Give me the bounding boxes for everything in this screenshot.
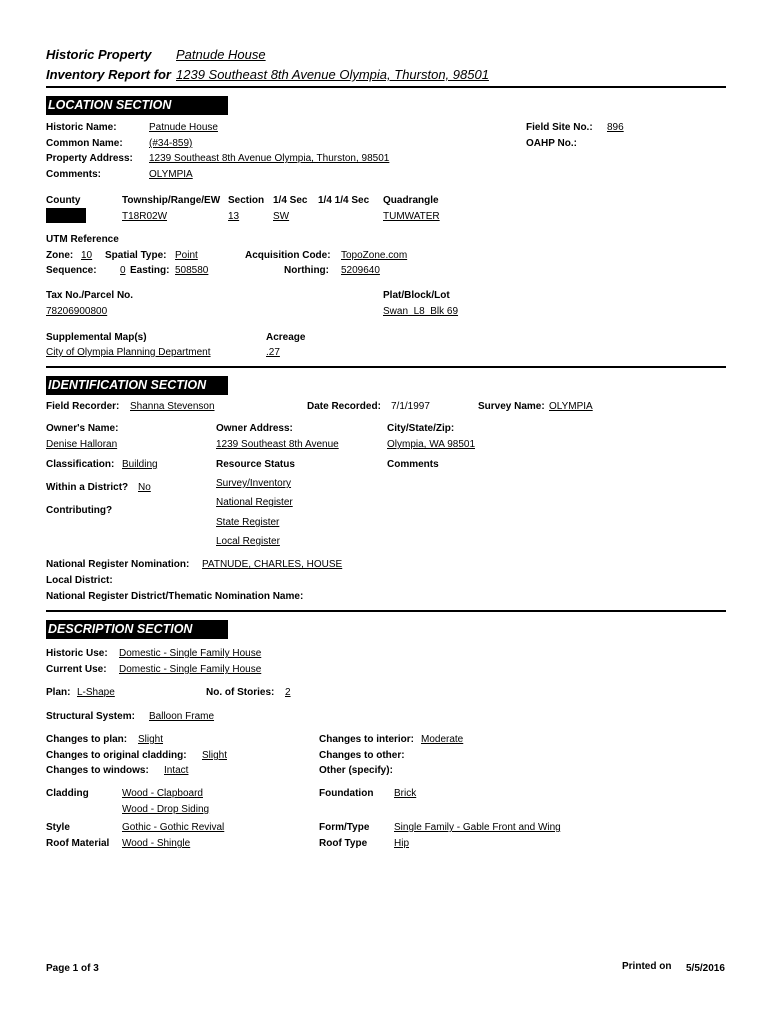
- contributing-label: Contributing?: [46, 505, 113, 516]
- county-label: County: [46, 195, 81, 206]
- stories-value: 2: [285, 687, 291, 698]
- zone-label: Zone:: [46, 250, 74, 261]
- nr-district-label: National Register District/Thematic Nomination Name:: [46, 591, 304, 602]
- northing-label: Northing:: [284, 265, 329, 276]
- changes-windows-value: Intact: [164, 765, 189, 776]
- plan-value: L-Shape: [77, 687, 115, 698]
- section-divider: [46, 366, 726, 368]
- plat-block-lot-label: Plat/Block/Lot: [383, 290, 450, 301]
- classification-label: Classification:: [46, 459, 115, 470]
- supplemental-maps-label: Supplemental Map(s): [46, 332, 147, 343]
- nr-nomination-value: PATNUDE, CHARLES, HOUSE: [202, 559, 343, 570]
- report-title-label: Historic Property: [46, 47, 152, 62]
- field-recorder-label: Field Recorder:: [46, 401, 120, 412]
- quadrangle-label: Quadrangle: [383, 195, 439, 206]
- trs-label: Township/Range/EW: [122, 195, 221, 206]
- historic-use-label: Historic Use:: [46, 648, 108, 659]
- section-divider: [46, 86, 726, 88]
- resource-status-label: Resource Status: [216, 459, 295, 470]
- sequence-value: 0: [120, 265, 126, 276]
- form-type-label: Form/Type: [319, 822, 370, 833]
- zone-value: 10: [81, 250, 93, 261]
- cladding-label: Cladding: [46, 788, 89, 799]
- foundation-value: Brick: [394, 788, 417, 799]
- changes-interior-label: Changes to interior:: [319, 734, 415, 745]
- property-address-label: Property Address:: [46, 153, 133, 164]
- easting-value: 508580: [175, 265, 209, 276]
- printed-date: 5/5/2016: [686, 963, 725, 974]
- field-recorder-value: Shanna Stevenson: [130, 401, 215, 412]
- resource-status-item: State Register: [216, 517, 280, 528]
- owner-name-value: Denise Halloran: [46, 439, 118, 450]
- roof-type-label: Roof Type: [319, 838, 368, 849]
- form-type-value: Single Family - Gable Front and Wing: [394, 822, 561, 833]
- nr-nomination-label: National Register Nomination:: [46, 559, 190, 570]
- style-value: Gothic - Gothic Revival: [122, 822, 225, 833]
- description-section-header: DESCRIPTION SECTION: [46, 620, 228, 639]
- report-subtitle-label: Inventory Report for: [46, 67, 171, 82]
- oahp-label: OAHP No.:: [526, 138, 577, 149]
- classification-value: Building: [122, 459, 158, 470]
- printed-on-label: Printed on: [622, 961, 672, 972]
- historic-use-value: Domestic - Single Family House: [119, 648, 262, 659]
- trs-value: T18R02W: [122, 211, 168, 222]
- cladding-value: Wood - Drop Siding: [122, 804, 210, 815]
- changes-plan-value: Slight: [138, 734, 164, 745]
- northing-value: 5209640: [341, 265, 380, 276]
- cladding-value: Wood - Clapboard: [122, 788, 203, 799]
- utm-reference-label: UTM Reference: [46, 234, 119, 245]
- section-label: Section: [228, 195, 265, 206]
- field-site-label: Field Site No.:: [526, 122, 593, 133]
- spatial-type-label: Spatial Type:: [105, 250, 167, 261]
- structural-system-value: Balloon Frame: [149, 711, 215, 722]
- property-address-value: 1239 Southeast 8th Avenue Olympia, Thurston, 98501: [149, 153, 390, 164]
- owner-address-value: 1239 Southeast 8th Avenue: [216, 439, 339, 450]
- section-divider: [46, 610, 726, 612]
- comments-label: Comments:: [46, 169, 102, 180]
- page-number: Page 1 of 3: [46, 963, 99, 974]
- local-district-label: Local District:: [46, 575, 113, 586]
- owner-address-label: Owner Address:: [216, 423, 293, 434]
- within-district-label: Within a District?: [46, 482, 129, 493]
- tax-parcel-value: 78206900800: [46, 306, 108, 317]
- report-title-value: Patnude House: [176, 47, 266, 62]
- within-district-value: No: [138, 482, 151, 493]
- section-value: 13: [228, 211, 240, 222]
- comments-heading: Comments: [387, 459, 439, 470]
- date-recorded-label: Date Recorded:: [307, 401, 381, 412]
- historic-name-value: Patnude House: [149, 122, 218, 133]
- current-use-value: Domestic - Single Family House: [119, 664, 262, 675]
- changes-other-label: Changes to other:: [319, 750, 405, 761]
- resource-status-item: Survey/Inventory: [216, 478, 292, 489]
- changes-interior-value: Moderate: [421, 734, 464, 745]
- acquisition-code-value: TopoZone.com: [341, 250, 408, 261]
- city-state-zip-value: Olympia, WA 98501: [387, 439, 476, 450]
- plat-block-lot-value: Swan L8 Blk 69: [383, 306, 459, 317]
- changes-windows-label: Changes to windows:: [46, 765, 149, 776]
- plan-label: Plan:: [46, 687, 71, 698]
- quarter-quarter-section-label: 1/4 1/4 Sec: [318, 195, 370, 206]
- stories-label: No. of Stories:: [206, 687, 275, 698]
- structural-system-label: Structural System:: [46, 711, 135, 722]
- sequence-label: Sequence:: [46, 265, 97, 276]
- changes-cladding-value: Slight: [202, 750, 228, 761]
- identification-section-header: IDENTIFICATION SECTION: [46, 376, 228, 395]
- supplemental-maps-value: City of Olympia Planning Department: [46, 347, 211, 358]
- foundation-label: Foundation: [319, 788, 374, 799]
- acquisition-code-label: Acquisition Code:: [245, 250, 331, 261]
- resource-status-item: Local Register: [216, 536, 280, 547]
- acreage-value: .27: [266, 347, 280, 358]
- style-label: Style: [46, 822, 70, 833]
- common-name-value: (#34-859): [149, 138, 193, 149]
- resource-status-item: National Register: [216, 497, 293, 508]
- current-use-label: Current Use:: [46, 664, 107, 675]
- comments-value: OLYMPIA: [149, 169, 193, 180]
- changes-plan-label: Changes to plan:: [46, 734, 128, 745]
- date-recorded-value: 7/1/1997: [391, 401, 430, 412]
- quadrangle-value: TUMWATER: [383, 211, 440, 222]
- common-name-label: Common Name:: [46, 138, 123, 149]
- report-subtitle-value: 1239 Southeast 8th Avenue Olympia, Thurston, 98501: [176, 67, 489, 82]
- other-specify-label: Other (specify):: [319, 765, 393, 776]
- roof-material-value: Wood - Shingle: [122, 838, 191, 849]
- tax-parcel-label: Tax No./Parcel No.: [46, 290, 134, 301]
- city-state-zip-label: City/State/Zip:: [387, 423, 455, 434]
- acreage-label: Acreage: [266, 332, 306, 343]
- quarter-section-label: 1/4 Sec: [273, 195, 308, 206]
- survey-name-value: OLYMPIA: [549, 401, 593, 412]
- historic-name-label: Historic Name:: [46, 122, 117, 133]
- roof-material-label: Roof Material: [46, 838, 110, 849]
- changes-cladding-label: Changes to original cladding:: [46, 750, 187, 761]
- roof-type-value: Hip: [394, 838, 410, 849]
- county-redaction-box: [46, 208, 86, 223]
- location-section-header: LOCATION SECTION: [46, 96, 228, 115]
- field-site-value: 896: [607, 122, 624, 133]
- spatial-type-value: Point: [175, 250, 198, 261]
- survey-name-label: Survey Name:: [478, 401, 545, 412]
- quarter-section-value: SW: [273, 211, 290, 222]
- easting-label: Easting:: [130, 265, 170, 276]
- owner-name-label: Owner's Name:: [46, 423, 119, 434]
